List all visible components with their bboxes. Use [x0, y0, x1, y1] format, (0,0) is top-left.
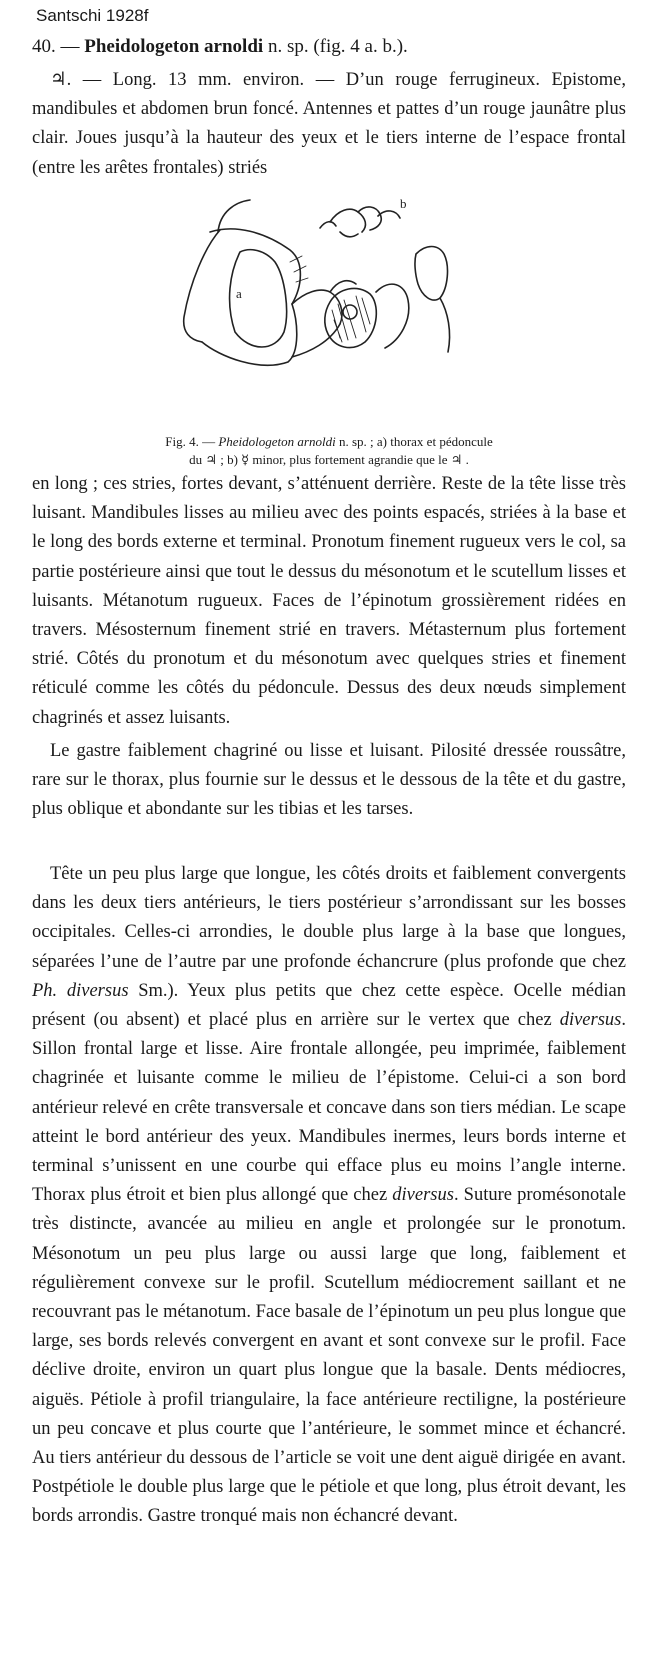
figure-caption-line2: du ♃ ; b) ☿ minor, plus fortement agrandie que le ♃ . — [189, 452, 469, 467]
figure-caption: Fig. 4. — Pheidologeton arnoldi n. sp. ; a) thorax et pédoncule du ♃ ; b) ☿ minor, plus fortement agrandie que le ♃ . — [165, 434, 493, 467]
species-note: n. sp. (fig. 4 a. b.). — [263, 36, 408, 57]
figure-label-a: a — [236, 286, 242, 301]
species-name: Pheidologeton arnoldi — [84, 36, 264, 57]
paragraph-4: Tête un peu plus large que longue, les côtés droits et faiblement convergents dans les deux tiers antérieurs, le tiers postérieur s’arrondissant sur les bosses occipitales. Celles-ci arrondies, le double plus large à la base que longues, séparées l’une de l’autre par une profonde échancrure (plus profonde que chez Ph. diversus Sm.). Yeux plus petits que chez cette espèce. Ocelle médian présent (ou absent) et placé plus en arrière sur le vertex que chez diversus. Sillon frontal large et lisse. Aire frontale allongée, peu imprimée, faiblement chagrinée et luisante comme le milieu de l’épistome. Celui-ci a son bord antérieur relevé en crête transversale et concave dans son tiers médian. Le scape atteint le bord antérieur des yeux. Mandibules inermes, leurs bords interne et terminal s’unissent en une courbe qui efface plus eu moins l’angle interne. Thorax plus étroit et bien plus allongé que chez diversus. Suture promésonotale très distincte, avancée au milieu en angle et prolongée sur le pronotum. Mésonotum un peu plus large ou aussi large que long, faiblement et régulièrement convexe sur le profil. Scutellum médiocrement saillant et ne recouvrant pas le métanotum. Face basale de l’épinotum un peu plus longue que large, ses bords relevés convergent en avant et sont convexe sur le profil. Face déclive droite, environ un quart plus longue que la basale. Dents médiocres, aiguës. Pétiole à profil triangulaire, la face antérieure rectiligne, la postérieure un peu concave et plus courte que l’antérieure, le sommet mince et échancré. Au tiers antérieur du dessous de l’article se voit une dent aiguë dirigée en avant. Postpétiole le double plus large que le pétiole et que long, plus étroit devant, les bords arrondis. Gastre tronqué mais non échancré devant. — [32, 864, 626, 1527]
paragraph-3: Le gastre faiblement chagriné ou lisse et luisant. Pilosité dressée roussâtre, rare sur le thorax, plus fournie sur le dessus et le dessous de la tête et du gastre, plus oblique et abondante sur les tibias et les tarses. — [32, 741, 626, 820]
paragraph-1: ♃. — Long. 13 mm. environ. — D’un rouge ferrugineux. Epistome, mandibules et abdomen brun foncé. Antennes et pattes d’un rouge jaunâtre plus clair. Joues jusqu’à la hauteur des yeux et le tiers interne de l’espace frontal (entre les arêtes frontales) striés — [32, 70, 626, 178]
paragraph-2: en long ; ces stries, fortes devant, s’atténuent derrière. Reste de la tête lisse très luisant. Mandibules lisses au milieu avec des points espacés, striées à la base et le long des bords externe et terminal. Pronotum finement rugueux vers le col, sa partie postérieure ainsi que tout le dessus du mésonotum et le scutellum lisses et luisants. Métanotum rugueux. Faces de l’épinotum grossièrement ridées en travers. Mésosternum finement strié en travers. Métasternum plus fortement strié. Côtés du pronotum et du mésonotum avec quelques stries et finement réticulé comme les côtés du pédoncule. Dessus des deux nœuds simplement chagrinés et assez luisants. — [32, 474, 626, 728]
species-heading — [32, 36, 632, 58]
species-number: 40. — — [32, 36, 85, 57]
figure-label-b: b — [400, 196, 407, 211]
source-citation: Santschi 1928f — [36, 6, 149, 25]
figure-4-drawing — [180, 192, 480, 424]
